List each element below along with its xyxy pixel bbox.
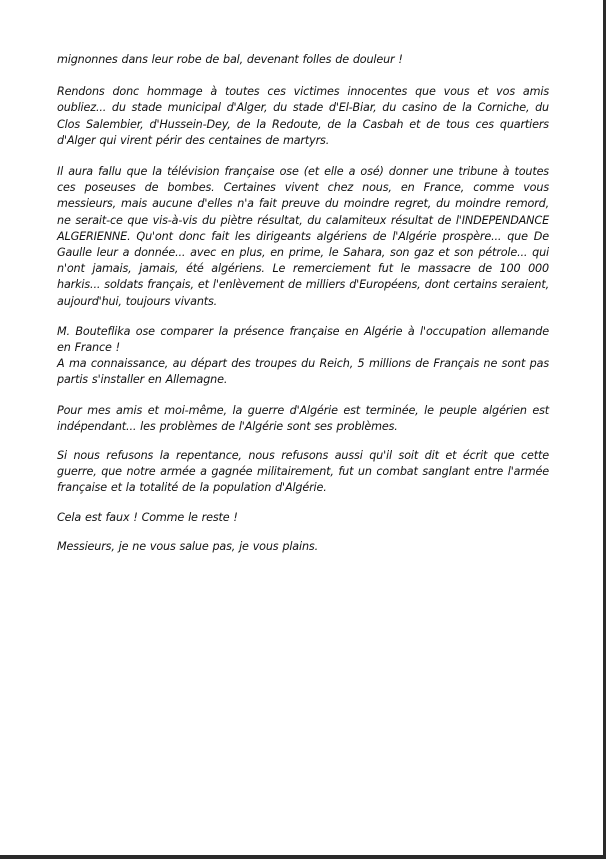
paragraph-closing-fragment: mignonnes dans leur robe de bal, devenant folles de douleur ! <box>57 53 403 66</box>
letter-body <box>57 52 549 555</box>
paragraph-bouteflika: M. Bouteflika ose comparer la présence française en Algérie à l'occupation allemande en France ! A ma connaissance, au départ des troupes du Reich, 5 millions de Français ne sont pas partis s'installer en Allemagne. <box>57 324 549 387</box>
paragraph-repentance: Si nous refusons la repentance, nous refusons aussi qu'il soit dit et écrit que cette guerre, que notre armée a gagnée militairement, fut un combat sanglant entre l'armée française et la totalité de la population d'Algérie. <box>57 449 549 495</box>
page-bottom-border <box>0 855 606 859</box>
paragraph-sign-off: Messieurs, je ne vous salue pas, je vous plains. <box>57 539 318 553</box>
paragraph-homage-victims: Rendons donc hommage à toutes ces victimes innocentes que vous et vos amis oubliez... du stade municipal d'Alger, du stade d'El-Biar, du casino de la Corniche, du Clos Salembier, d'Hussein-Dey, de la Redoute, de la Casbah et de tous ces quartiers d'Alger qui virent périr des centaines de martyrs. <box>57 85 549 147</box>
paragraph-false: Cela est faux ! Comme le reste ! <box>57 510 238 524</box>
paragraph-television: Il aura fallu que la télévision française ose (et elle a osé) donner une tribune à toutes ces poseuses de bombes. Certaines vivent chez nous, en France, comme vous messieurs, mais aucune d'elles n'a fait preuve du moindre regret, du moindre remord, ne serait-ce que vis-à-vis du piètre résultat, du calamiteux résultat de l'INDEPENDANCE ALGERIENNE. Qu'ont donc fait les dirigeants algériens de l'Algérie prospère... que De Gaulle leur a donnée... avec en plus, en prime, le Sahara, son gaz et son pétrole... qui n'ont jamais, jamais, été algériens. Le remerciement fut le massacre de 100 000 harkis... soldats français, et l'enlèvement de milliers d'Européens, dont certains seraient, aujourd'hui, toujours vivants. <box>57 165 549 308</box>
paragraph-war-ended: Pour mes amis et moi-même, la guerre d'Algérie est terminée, le peuple algérien est indépendant... les problèmes de l'Algérie sont ses problèmes. <box>57 403 549 433</box>
